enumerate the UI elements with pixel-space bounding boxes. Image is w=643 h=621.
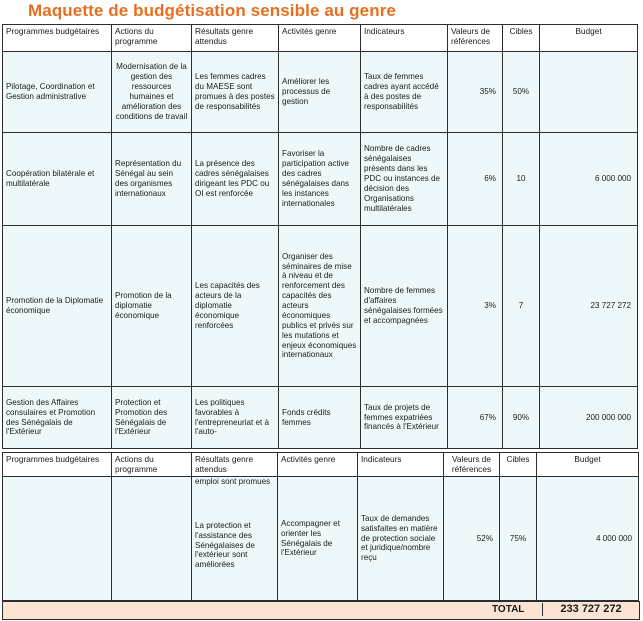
table-row <box>3 133 638 226</box>
header-budget: Budget <box>540 25 638 52</box>
header-valeurs: Valeurs de références <box>448 25 503 52</box>
cell-activite: Organiser des séminaires de mise à niveau et de renforcement des capacités des acteurs économiques publics et privés sur les mutations et enjeux économiques internationaux <box>279 226 361 387</box>
header-valeurs: Valeurs de références <box>444 453 500 477</box>
cell-indicateur: Taux de projets de femmes expatriées financés à l'Extérieur <box>361 387 448 449</box>
cell-resultat <box>192 477 278 601</box>
page-title: Maquette de budgétisation sensible au genre <box>28 1 396 20</box>
cell-indicateur: Taux de demandes satisfaites en matière de protection sociale et juridique/nombre reçu <box>358 477 444 601</box>
cell-budget <box>540 52 638 133</box>
cell-programme <box>3 477 112 601</box>
cell-cible: 10 <box>503 133 540 226</box>
budget-table <box>2 24 638 449</box>
cell-programme: Coopération bilatérale et multilatérale <box>3 133 112 226</box>
table-row <box>3 477 639 601</box>
cell-action: Promotion de la diplomatie économique <box>112 226 192 387</box>
cell-programme: Promotion de la Diplomatie économique <box>3 226 112 387</box>
cell-cible: 75% <box>500 477 537 601</box>
header-row <box>3 453 639 477</box>
cell-budget: 4 000 000 <box>537 477 639 601</box>
cell-programme: Gestion des Affaires consulaires et Promotion des Sénégalais de l'Extérieur <box>3 387 112 449</box>
cell-valeur: 67% <box>448 387 503 449</box>
header-cibles: Cibles <box>500 453 537 477</box>
header-resultats: Résultats genre attendus <box>192 453 278 477</box>
header-programmes: Programmes budgétaires <box>3 453 112 477</box>
header-activites: Activités genre <box>279 25 361 52</box>
cell-activite: Fonds crédits femmes <box>279 387 361 449</box>
header-actions: Actions du programme <box>112 25 192 52</box>
table-row <box>3 387 638 449</box>
cell-activite: Favoriser la participation active des cadres sénégalaises dans les instances internationales <box>279 133 361 226</box>
header-resultats: Résultats genre attendus <box>192 25 279 52</box>
resultat-continued-text: emploi sont promues <box>195 477 271 486</box>
total-label: TOTAL <box>492 604 525 615</box>
header-indicateurs: Indicateurs <box>358 453 444 477</box>
header-row <box>3 25 638 52</box>
cell-action: Protection et Promotion des Sénégalais de l'Extérieur <box>112 387 192 449</box>
header-cibles: Cibles <box>503 25 540 52</box>
cell-indicateur: Nombre de cadres sénégalaises présents dans les PDC ou instances de décision des Organisations multilatérales <box>361 133 448 226</box>
cell-valeur: 3% <box>448 226 503 387</box>
cell-programme: Pilotage, Coordination et Gestion administrative <box>3 52 112 133</box>
cell-valeur: 6% <box>448 133 503 226</box>
cell-resultat: La présence des cadres sénégalaises dirigeant les PDC ou OI est renforcée <box>192 133 279 226</box>
header-activites: Activités genre <box>278 453 358 477</box>
header-actions: Actions du programme <box>112 453 192 477</box>
header-indicateurs: Indicateurs <box>361 25 448 52</box>
cell-activite: Accompagner et orienter les Sénégalais de l'Extérieur <box>278 477 358 601</box>
total-row <box>2 601 640 620</box>
cell-resultat: Les politiques favorables à l'entrepreneuriat et à l'auto- <box>192 387 279 449</box>
header-budget: Budget <box>537 453 639 477</box>
cell-budget: 23 727 272 <box>540 226 638 387</box>
cell-indicateur: Nombre de femmes d'affaires sénégalaises formées et accompagnées <box>361 226 448 387</box>
cell-cible: 50% <box>503 52 540 133</box>
cell-resultat: Les capacités des acteurs de la diplomatie économique renforcées <box>192 226 279 387</box>
cell-resultat: Les femmes cadres du MAESE sont promues à des postes de responsabilités <box>192 52 279 133</box>
total-value: 233 727 272 <box>542 603 639 616</box>
resultat-text: La protection et l'assistance des Sénégalaises de l'extérieur sont améliorées <box>195 520 255 570</box>
header-programmes: Programmes budgétaires <box>3 25 112 52</box>
cell-action: Modernisation de la gestion des ressources humaines et amélioration des conditions de travail <box>112 52 192 133</box>
budget-table-continued <box>2 452 639 601</box>
table-row <box>3 226 638 387</box>
cell-action: Représentation du Sénégal au sein des organismes internationaux <box>112 133 192 226</box>
cell-cible: 7 <box>503 226 540 387</box>
cell-valeur: 35% <box>448 52 503 133</box>
cell-budget: 6 000 000 <box>540 133 638 226</box>
cell-action <box>112 477 192 601</box>
table-row <box>3 52 638 133</box>
cell-valeur: 52% <box>444 477 500 601</box>
cell-indicateur: Taux de femmes cadres ayant accédé à des postes de responsabilités <box>361 52 448 133</box>
cell-activite: Améliorer les processus de gestion <box>279 52 361 133</box>
cell-budget: 200 000 000 <box>540 387 638 449</box>
cell-cible: 90% <box>503 387 540 449</box>
